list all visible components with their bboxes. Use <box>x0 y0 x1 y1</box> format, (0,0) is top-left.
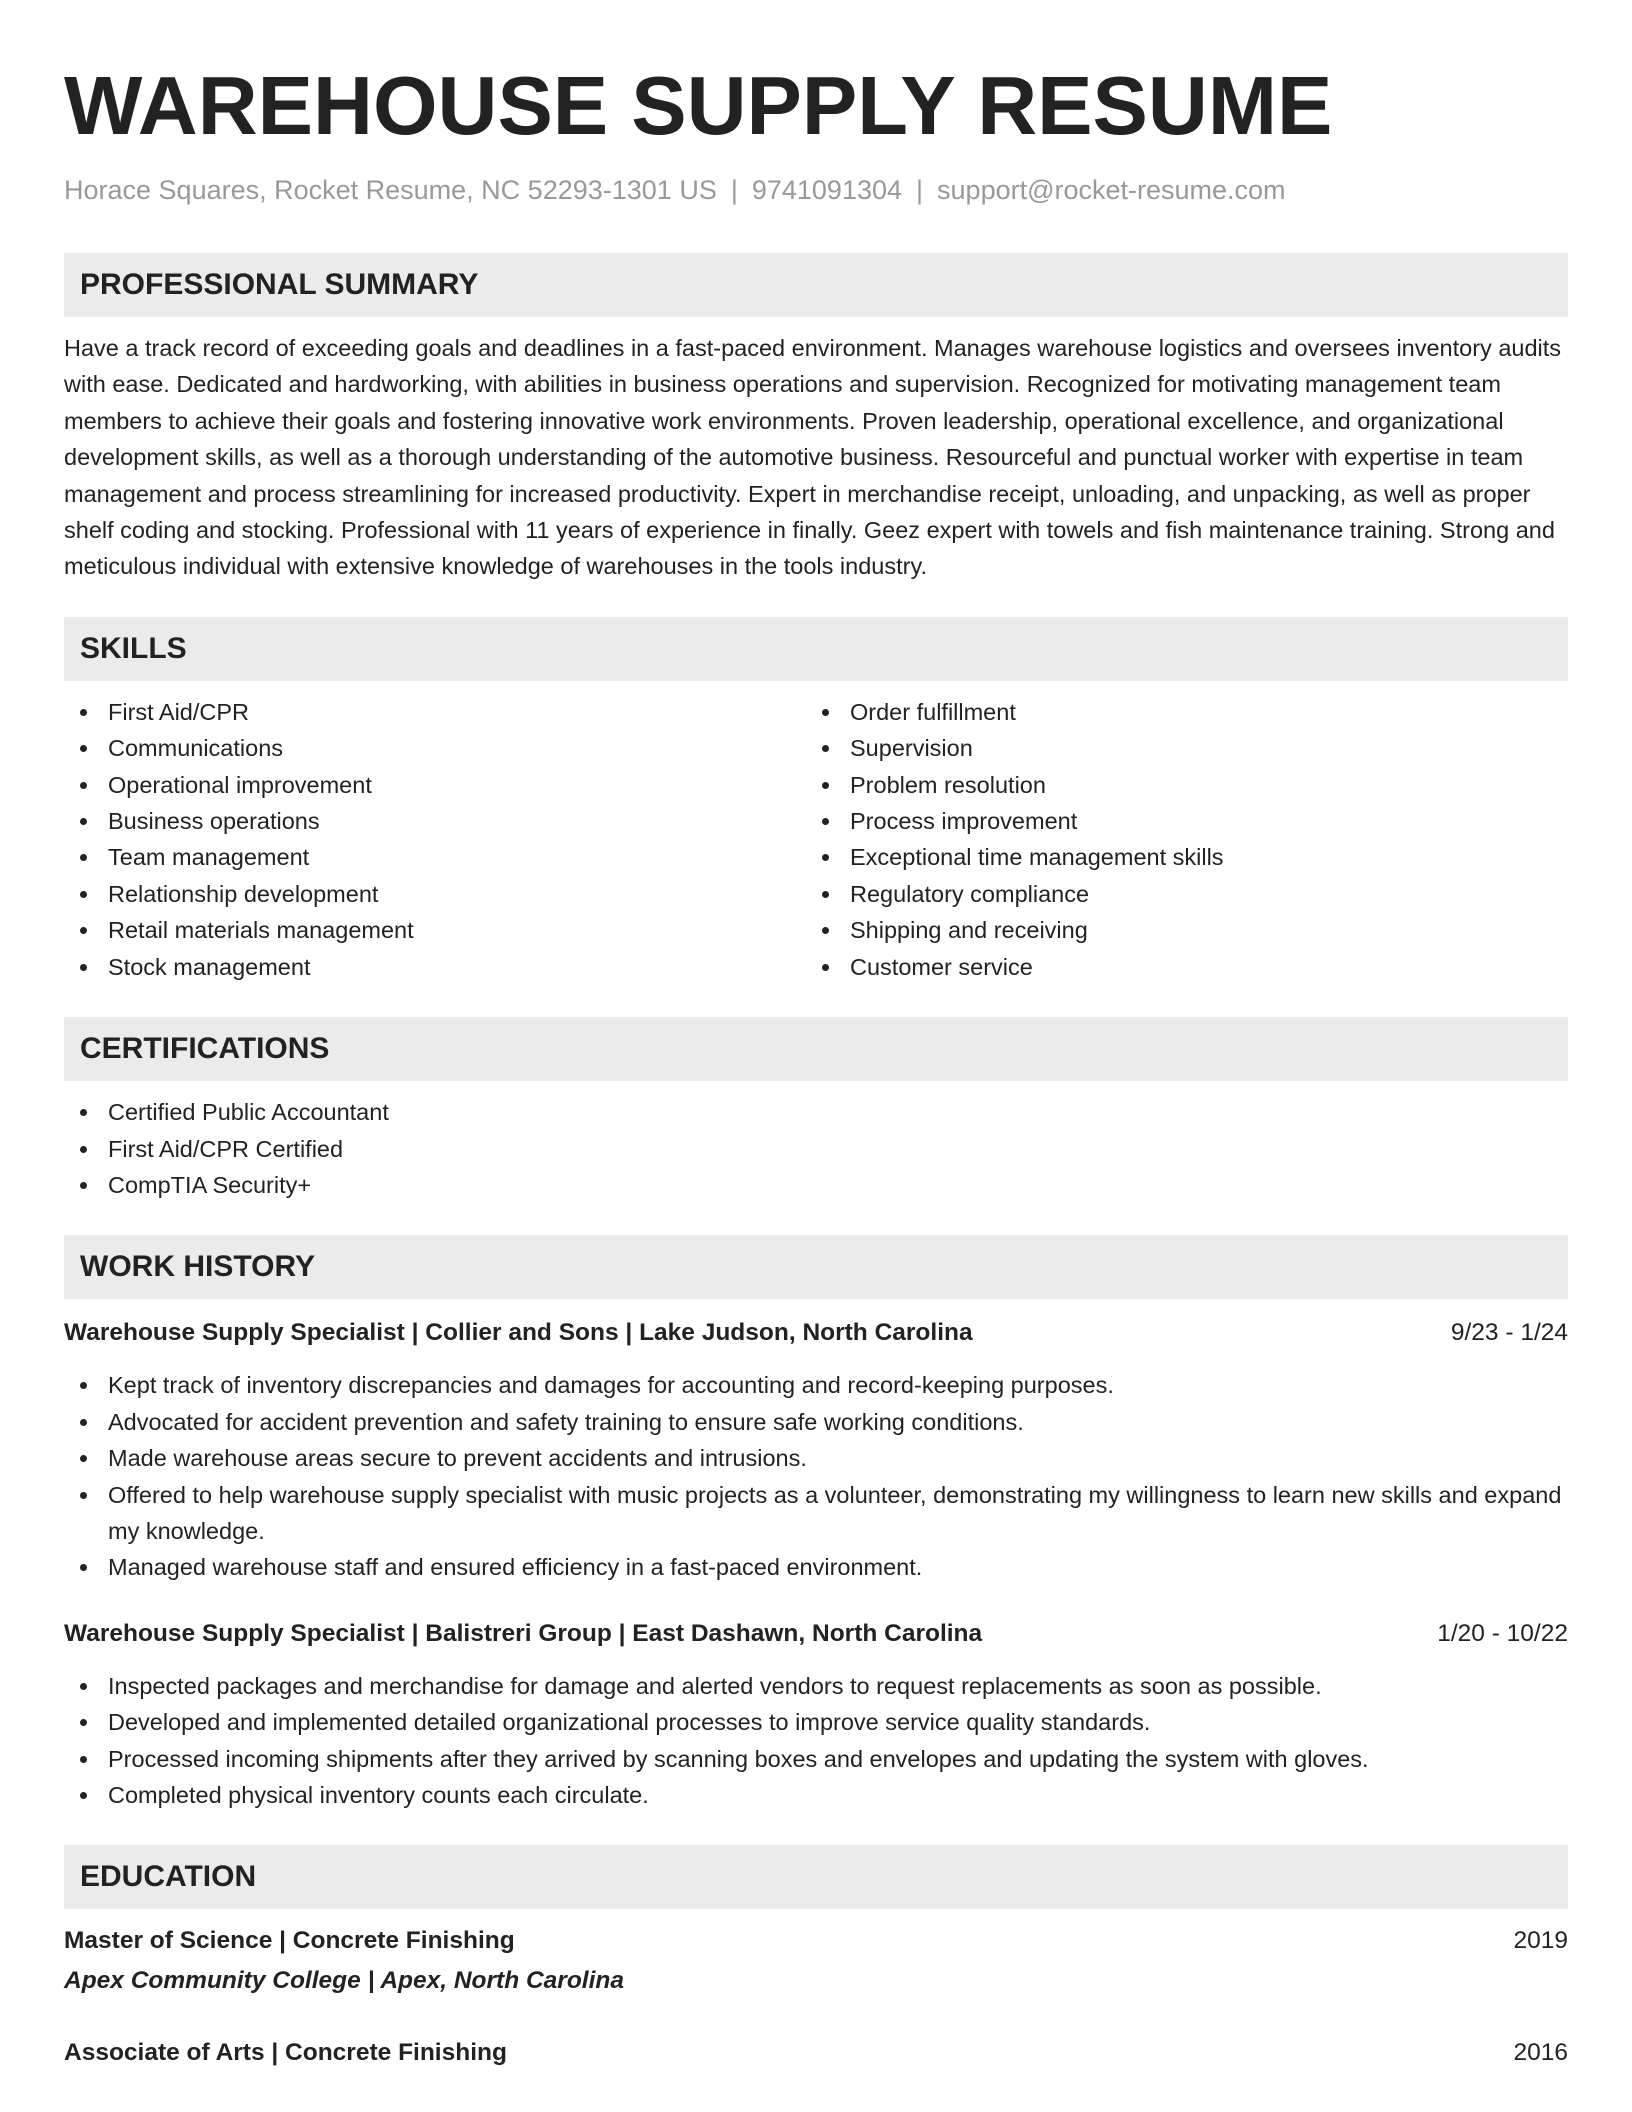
certification-item: Certified Public Accountant <box>64 1094 1568 1130</box>
job-title: Warehouse Supply Specialist | Collier and Sons | Lake Judson, North Carolina <box>64 1319 973 1347</box>
summary-text: Have a track record of exceeding goals and deadlines in a fast-paced environment. Manages warehouse logistics and oversees inventory audits with ease. Dedicated and hardworking, with abilities in business operations and supervision. Recognized for motivating management team members to achieve their goals and fostering innovative work environments. Proven leadership, operational excellence, and organizational development skills, as well as a thorough understanding of the automotive business. Resourceful and punctual worker with expertise in team management and process streamlining for increased productivity. Expert in merchandise receipt, unloading, and unpacking, as well as proper shelf coding and stocking. Professional with 11 years of experience in finally. Geez expert with towels and fish maintenance training. Strong and meticulous individual with extensive knowledge of warehouses in the tools industry. <box>64 335 1562 580</box>
education-school: Apex Community College | Apex, North Carolina <box>64 1967 624 1995</box>
education-heading: EDUCATION <box>64 1845 1568 1909</box>
job-bullet: Completed physical inventory counts each circulate. <box>64 1777 1568 1813</box>
education-entry <box>64 1923 1568 1999</box>
contact-separator: | <box>730 175 738 205</box>
skill-item: Relationship development <box>64 876 806 912</box>
skill-item: Customer service <box>806 949 1548 985</box>
work-history-heading: WORK HISTORY <box>64 1235 1568 1299</box>
job-header <box>64 1616 1568 1652</box>
job-bullet: Offered to help warehouse supply specialist with music projects as a volunteer, demonstrating my willingness to learn new skills and expand my knowledge. <box>64 1477 1568 1550</box>
skill-item: Stock management <box>64 949 806 985</box>
skill-item: Exceptional time management skills <box>806 839 1548 875</box>
skills-list-left <box>64 694 806 985</box>
job-entry <box>64 1315 1568 1585</box>
education-degree: Associate of Arts | Concrete Finishing <box>64 2039 507 2067</box>
skill-item: Communications <box>64 730 806 766</box>
education-header <box>64 2035 1568 2071</box>
contact-line <box>64 170 1568 210</box>
skills-heading: SKILLS <box>64 617 1568 681</box>
job-bullet: Made warehouse areas secure to prevent accidents and intrusions. <box>64 1440 1568 1476</box>
certifications-heading: CERTIFICATIONS <box>64 1017 1568 1081</box>
skill-item: Business operations <box>64 803 806 839</box>
job-bullets <box>64 1367 1568 1585</box>
skill-item: Shipping and receiving <box>806 912 1548 948</box>
job-dates: 9/23 - 1/24 <box>1450 1319 1568 1347</box>
resume-title: WAREHOUSE SUPPLY RESUME <box>64 59 1333 152</box>
job-bullets <box>64 1668 1568 1814</box>
job-bullet: Kept track of inventory discrepancies and damages for accounting and record-keeping purposes. <box>64 1367 1568 1403</box>
contact-email: support@rocket-resume.com <box>937 175 1286 205</box>
job-header <box>64 1315 1568 1351</box>
summary-heading: PROFESSIONAL SUMMARY <box>64 253 1568 317</box>
skill-item: Operational improvement <box>64 767 806 803</box>
job-bullet: Processed incoming shipments after they arrived by scanning boxes and envelopes and updating the system with gloves. <box>64 1741 1568 1777</box>
skill-item: Order fulfillment <box>806 694 1548 730</box>
job-bullet: Inspected packages and merchandise for damage and alerted vendors to request replacements as soon as possible. <box>64 1668 1568 1704</box>
skill-item: Problem resolution <box>806 767 1548 803</box>
skill-item: First Aid/CPR <box>64 694 806 730</box>
job-bullet: Managed warehouse staff and ensured efficiency in a fast-paced environment. <box>64 1549 1568 1585</box>
education-header <box>64 1923 1568 1959</box>
contact-address: Horace Squares, Rocket Resume, NC 52293-1301 US <box>64 175 717 205</box>
education-year: 2016 <box>1513 2039 1568 2067</box>
education-degree: Master of Science | Concrete Finishing <box>64 1927 515 1955</box>
education-entry <box>64 2035 1568 2071</box>
certifications-list <box>64 1094 1568 1203</box>
job-dates: 1/20 - 10/22 <box>1437 1619 1568 1647</box>
skill-item: Supervision <box>806 730 1548 766</box>
job-entry <box>64 1616 1568 1814</box>
job-bullet: Developed and implemented detailed organizational processes to improve service quality standards. <box>64 1704 1568 1740</box>
certification-item: CompTIA Security+ <box>64 1167 1568 1203</box>
job-bullet: Advocated for accident prevention and safety training to ensure safe working conditions. <box>64 1404 1568 1440</box>
certification-item: First Aid/CPR Certified <box>64 1131 1568 1167</box>
job-title: Warehouse Supply Specialist | Balistreri Group | East Dashawn, North Carolina <box>64 1619 983 1647</box>
education-year: 2019 <box>1513 1927 1568 1955</box>
skills-grid <box>64 694 1568 985</box>
skill-item: Team management <box>64 839 806 875</box>
contact-separator: | <box>916 175 924 205</box>
skill-item: Process improvement <box>806 803 1548 839</box>
skills-list-right <box>806 694 1548 985</box>
skill-item: Regulatory compliance <box>806 876 1548 912</box>
contact-phone: 9741091304 <box>751 175 903 205</box>
skill-item: Retail materials management <box>64 912 806 948</box>
